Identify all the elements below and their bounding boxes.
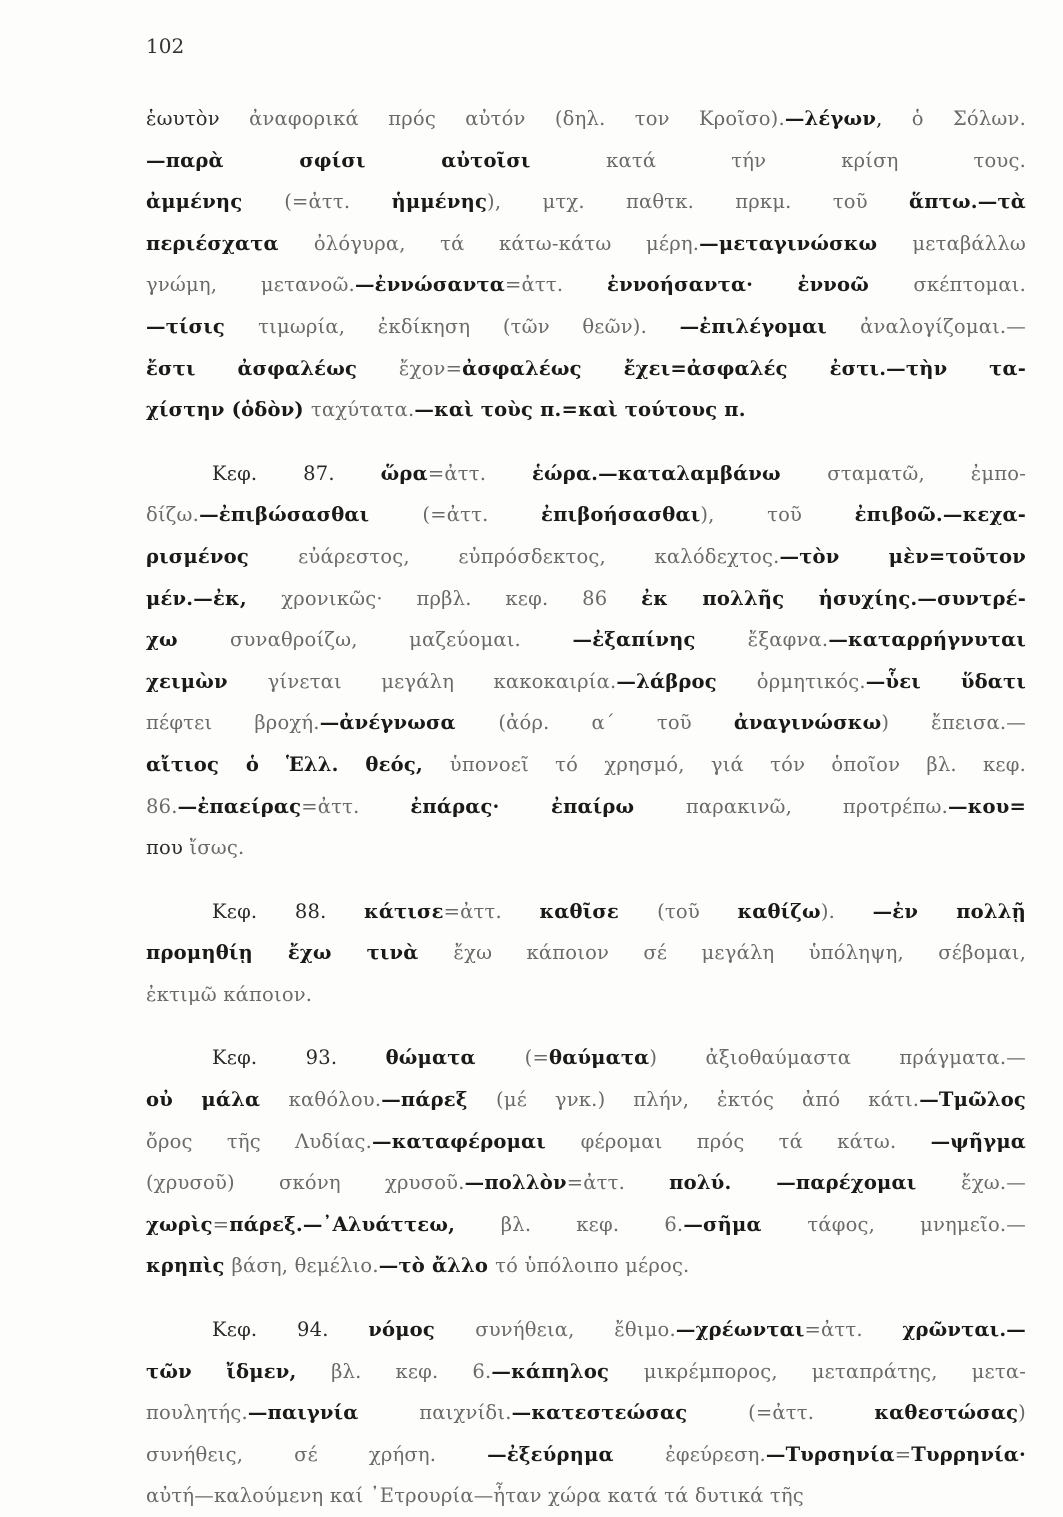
headword: ἐπάρας· ἐπαίρω [410, 794, 686, 818]
gloss-text: σκέπτομαι. [913, 273, 1026, 297]
gloss-text: ἔχον= [398, 356, 463, 380]
gloss-text: καθόλου. [288, 1088, 382, 1112]
gloss-text: παιχνίδι. [419, 1401, 512, 1425]
plain-text: Κεφ. 87. [212, 461, 381, 485]
plain-text: που [146, 836, 190, 860]
headword: περιέσχατα [146, 231, 314, 255]
headword: —κατεστεώσας [511, 1401, 749, 1425]
headword: ρισμένος [146, 544, 299, 568]
gloss-text: συνήθεια, ἔθιμο. [475, 1318, 676, 1342]
page-number: 102 [146, 34, 185, 58]
text-line [146, 389, 1026, 431]
headword: θώματα [385, 1046, 525, 1070]
gloss-text: ὄρος τῆς Λυδίας. [146, 1129, 373, 1153]
text-line [146, 1037, 1026, 1079]
headword: —ψῆγμα [930, 1129, 1027, 1153]
headword: —μεταγινώσκω [699, 231, 913, 255]
headword: χίστην (ὁδὸν) [146, 398, 311, 422]
text-line [146, 181, 1026, 223]
gloss-text: (=ἀττ. [748, 1401, 875, 1425]
headword: —ὗει ὕδατι [865, 669, 1026, 693]
headword: καθεστώσας [874, 1401, 1019, 1425]
headword: χρῶνται.— [902, 1318, 1027, 1342]
text-line [146, 1309, 1026, 1351]
headword: —παρὰ σφίσι αὐτοῖσι [146, 148, 607, 172]
text-line [146, 1351, 1026, 1393]
gloss-text: πέφτει βροχή. [146, 711, 320, 735]
headword: οὐ μάλα [146, 1088, 289, 1112]
headword: ἀναγινώσκω [733, 711, 882, 735]
headword: —καταφέρομαι [372, 1129, 581, 1153]
text-line [146, 827, 1026, 869]
headword: —Τυρσηνία [765, 1442, 895, 1466]
text-line [146, 578, 1026, 620]
headword: —τίσις [146, 314, 259, 338]
gloss-text: =ἀττ. [804, 1318, 903, 1342]
text-line [146, 140, 1026, 182]
gloss-text: ) [1018, 1401, 1026, 1425]
headword: —ἀνέγνωσα [319, 711, 499, 735]
headword: —καὶ τοὺς π.=καὶ τούτους π. [414, 398, 746, 422]
headword: ἀμμένης [146, 190, 285, 214]
headword: χω [146, 628, 230, 652]
text-line [146, 932, 1026, 974]
gloss-text: =ἀττ. [301, 794, 411, 818]
headword: —κάπηλος [491, 1359, 644, 1383]
plain-text: ἑωυτὸν [146, 107, 250, 130]
headword: αἴτιος ὁ Ἑλλ. θεός, [146, 752, 450, 776]
gloss-text: (= [524, 1046, 550, 1070]
headword: χειμὼν [146, 669, 268, 693]
gloss-text: ἔχω.— [961, 1171, 1026, 1195]
headword: —παιγνία [247, 1401, 420, 1425]
gloss-text: ὑπονοεῖ τό χρησμό, γιά τόν ὁποῖον βλ. κεφ. [449, 752, 1026, 776]
gloss-text: ἐφεύρεση. [665, 1442, 766, 1466]
gloss-text: συνήθεις, σέ χρήση. [146, 1442, 488, 1466]
headword: πολύ. —παρέχομαι [669, 1171, 962, 1195]
gloss-text: ὀλόγυρα, τά κάτω-κάτω μέρη. [313, 231, 700, 255]
gloss-text: τάφος, μνημεῖο.— [807, 1212, 1026, 1236]
gloss-text: ὁρμητικός. [756, 669, 866, 693]
gloss-text: βλ. κεφ. 6. [500, 1212, 684, 1236]
headword: νόμος [368, 1318, 476, 1342]
text-line [146, 1392, 1026, 1434]
headword: ἑώρα.—καταλαμβάνω [531, 461, 828, 485]
gloss-text: (μέ γνκ.) πλήν, ἐκτός ἀπό κάτι. [496, 1088, 920, 1112]
gloss-text: ἔξαφνα. [747, 628, 829, 652]
text-line [146, 1475, 1026, 1517]
headword: —ἐν πολλῇ [872, 899, 1026, 923]
headword: —τὸν μὲν=τοῦτον [779, 544, 1026, 568]
text-line [146, 1434, 1026, 1476]
gloss-text: γνώμη, μετανοῶ. [146, 273, 355, 297]
gloss-text: (ἀόρ. α΄ τοῦ [498, 711, 734, 735]
headword: καθίζω [737, 899, 821, 923]
headword: ἐκ πολλῆς ἡσυχίης.—συντρέ- [641, 586, 1026, 610]
headword: —ἐπαείρας [177, 794, 302, 818]
gloss-text: βάση, θεμέλιο. [231, 1254, 379, 1278]
gloss-text: (χρυσοῦ) σκόνη χρυσοῦ. [146, 1171, 465, 1195]
text-line [146, 264, 1026, 306]
headword: ἐπιβοῶ.—κεχα- [854, 503, 1026, 527]
headword: —τὸ ἄλλο [378, 1254, 496, 1278]
headword: Τυρρηνία· [911, 1442, 1026, 1466]
gloss-text: αὐτή—καλούμενη καί ᾿Ετρουρία—ἦταν χώρα κατά τά δυτικά τῆς [146, 1484, 804, 1508]
headword: —λέγων [784, 107, 877, 130]
gloss-text: ταχύτατα. [310, 398, 415, 422]
glossary-body [146, 98, 1026, 1517]
headword: —Τμῶλος [919, 1088, 1026, 1112]
plain-text: Κεφ. 94. [212, 1318, 369, 1342]
paragraph-kef-88 [146, 891, 1026, 1016]
gloss-text: ἀναφορικά πρός αὐτόν (δηλ. τον Κροῖσο). [249, 107, 785, 130]
headword: ἔστι ἀσφαλέως [146, 356, 399, 380]
text-line [146, 223, 1026, 265]
gloss-text: ), τοῦ [700, 503, 855, 527]
text-line [146, 453, 1026, 495]
gloss-text: ἔχω κάποιον σέ μεγάλη ὑπόληψη, σέβομαι, [453, 941, 1026, 965]
text-line [146, 974, 1026, 1016]
text-line [146, 891, 1026, 933]
gloss-text: κατά τήν κρίση τους. [606, 148, 1026, 172]
text-line [146, 494, 1026, 536]
text-line [146, 1079, 1026, 1121]
paragraph-kef-93 [146, 1037, 1026, 1287]
headword: ὥρα [380, 461, 428, 485]
gloss-text: ). [820, 899, 873, 923]
gloss-text: μεταβάλλω [912, 231, 1026, 255]
headword: —λάβρος [616, 669, 757, 693]
gloss-text: (=ἀττ. [284, 190, 392, 214]
plain-text: Κεφ. 93. [212, 1046, 386, 1070]
gloss-text: ἀναλογίζομαι.— [860, 314, 1027, 338]
headword: —σῆμα [683, 1212, 808, 1236]
headword: —ἐννώσαντα [354, 273, 505, 297]
gloss-text: = [894, 1442, 912, 1466]
text-line [146, 661, 1026, 703]
text-line [146, 619, 1026, 661]
text-line [146, 1121, 1026, 1163]
gloss-text: = [212, 1212, 230, 1236]
headword: —πολλὸν [464, 1171, 567, 1195]
headword: ἐννοήσαντα· ἐννοῶ [607, 273, 914, 297]
gloss-text: εὐάρεστος, εὐπρόσδεκτος, καλόδεχτος. [298, 544, 780, 568]
paragraph-cont [146, 98, 1026, 431]
gloss-text: χρονικῶς· πρβλ. κεφ. 86 [281, 586, 642, 610]
headword: προμηθίῃ ἔχω τινὰ [146, 941, 454, 965]
gloss-text: φέρομαι πρός τά κάτω. [580, 1129, 931, 1153]
text-line [146, 348, 1026, 390]
plain-text: , [876, 107, 912, 130]
headword: ἡμμένης [391, 190, 488, 214]
headword: τῶν ἴδμεν, [146, 1359, 332, 1383]
headword: ἀσφαλέως ἔχει=ἀσφαλές ἐστι.—τὴν τα- [462, 356, 1026, 380]
paragraph-kef-94 [146, 1309, 1026, 1517]
gloss-text: (τοῦ [657, 899, 738, 923]
text-line [146, 98, 1026, 140]
gloss-text: σταματῶ, ἐμπο- [827, 461, 1027, 485]
text-line [146, 744, 1026, 786]
headword: —ἐξεύρημα [487, 1442, 666, 1466]
headword: —κου= [948, 794, 1026, 818]
headword: —χρέωνται [675, 1318, 805, 1342]
gloss-text: (=ἀττ. [422, 503, 542, 527]
headword: πάρεξ.—᾿Αλυάττεω, [229, 1212, 501, 1236]
headword: —ἐπιβώσασθαι [199, 503, 423, 527]
gloss-text: ἴσως. [189, 836, 245, 860]
text-line [146, 1245, 1026, 1287]
headword: θαύματα [549, 1046, 650, 1070]
headword: χωρὶς [146, 1212, 213, 1236]
headword: κρηπὶς [146, 1254, 232, 1278]
text-line [146, 1162, 1026, 1204]
gloss-text: =ἀττ. [566, 1171, 670, 1195]
headword: μέν.—ἐκ, [146, 586, 282, 610]
text-line [146, 306, 1026, 348]
gloss-text: μικρέμπορος, μεταπράτης, μετα- [643, 1359, 1026, 1383]
headword: —ἐξαπίνης [572, 628, 748, 652]
gloss-text: συναθροίζω, μαζεύομαι. [229, 628, 573, 652]
headword: —καταρρήγνυται [828, 628, 1026, 652]
gloss-text: =ἀττ. [443, 899, 540, 923]
gloss-text: =ἀττ. [504, 273, 608, 297]
headword: καθῖσε [539, 899, 658, 923]
text-line [146, 702, 1026, 744]
gloss-text: πουλητής. [146, 1401, 248, 1425]
gloss-text: γίνεται μεγάλη κακοκαιρία. [267, 669, 617, 693]
gloss-text: ) ἔπεισα.— [881, 711, 1026, 735]
gloss-text: ) ἀξιοθαύμαστα πράγματα.— [649, 1046, 1026, 1070]
gloss-text: =ἀττ. [427, 461, 532, 485]
headword: —ἐπιλέγομαι [679, 314, 861, 338]
gloss-text: 86. [146, 794, 178, 818]
gloss-text: βλ. κεφ. 6. [331, 1359, 492, 1383]
headword: ἅπτω.—τὰ [908, 190, 1026, 214]
headword: κάτισε [364, 899, 444, 923]
plain-text: Κεφ. 88. [212, 899, 365, 923]
text-line [146, 536, 1026, 578]
text-line [146, 786, 1026, 828]
gloss-text: ), μτχ. παθτκ. πρκμ. τοῦ [487, 190, 909, 214]
paragraph-kef-87 [146, 453, 1026, 869]
gloss-text: δίζω. [146, 503, 200, 527]
gloss-text: ἐκτιμῶ κάποιον. [146, 982, 313, 1006]
gloss-text: τιμωρία, ἐκδίκηση (τῶν θεῶν). [258, 314, 680, 338]
text-line [146, 1204, 1026, 1246]
gloss-text: παρακινῶ, προτρέπω. [685, 794, 948, 818]
headword: —πάρεξ [381, 1088, 497, 1112]
gloss-text: ὁ Σόλων. [911, 107, 1026, 130]
gloss-text: τό ὑπόλοιπο μέρος. [495, 1254, 690, 1278]
headword: ἐπιβοήσασθαι [541, 503, 701, 527]
